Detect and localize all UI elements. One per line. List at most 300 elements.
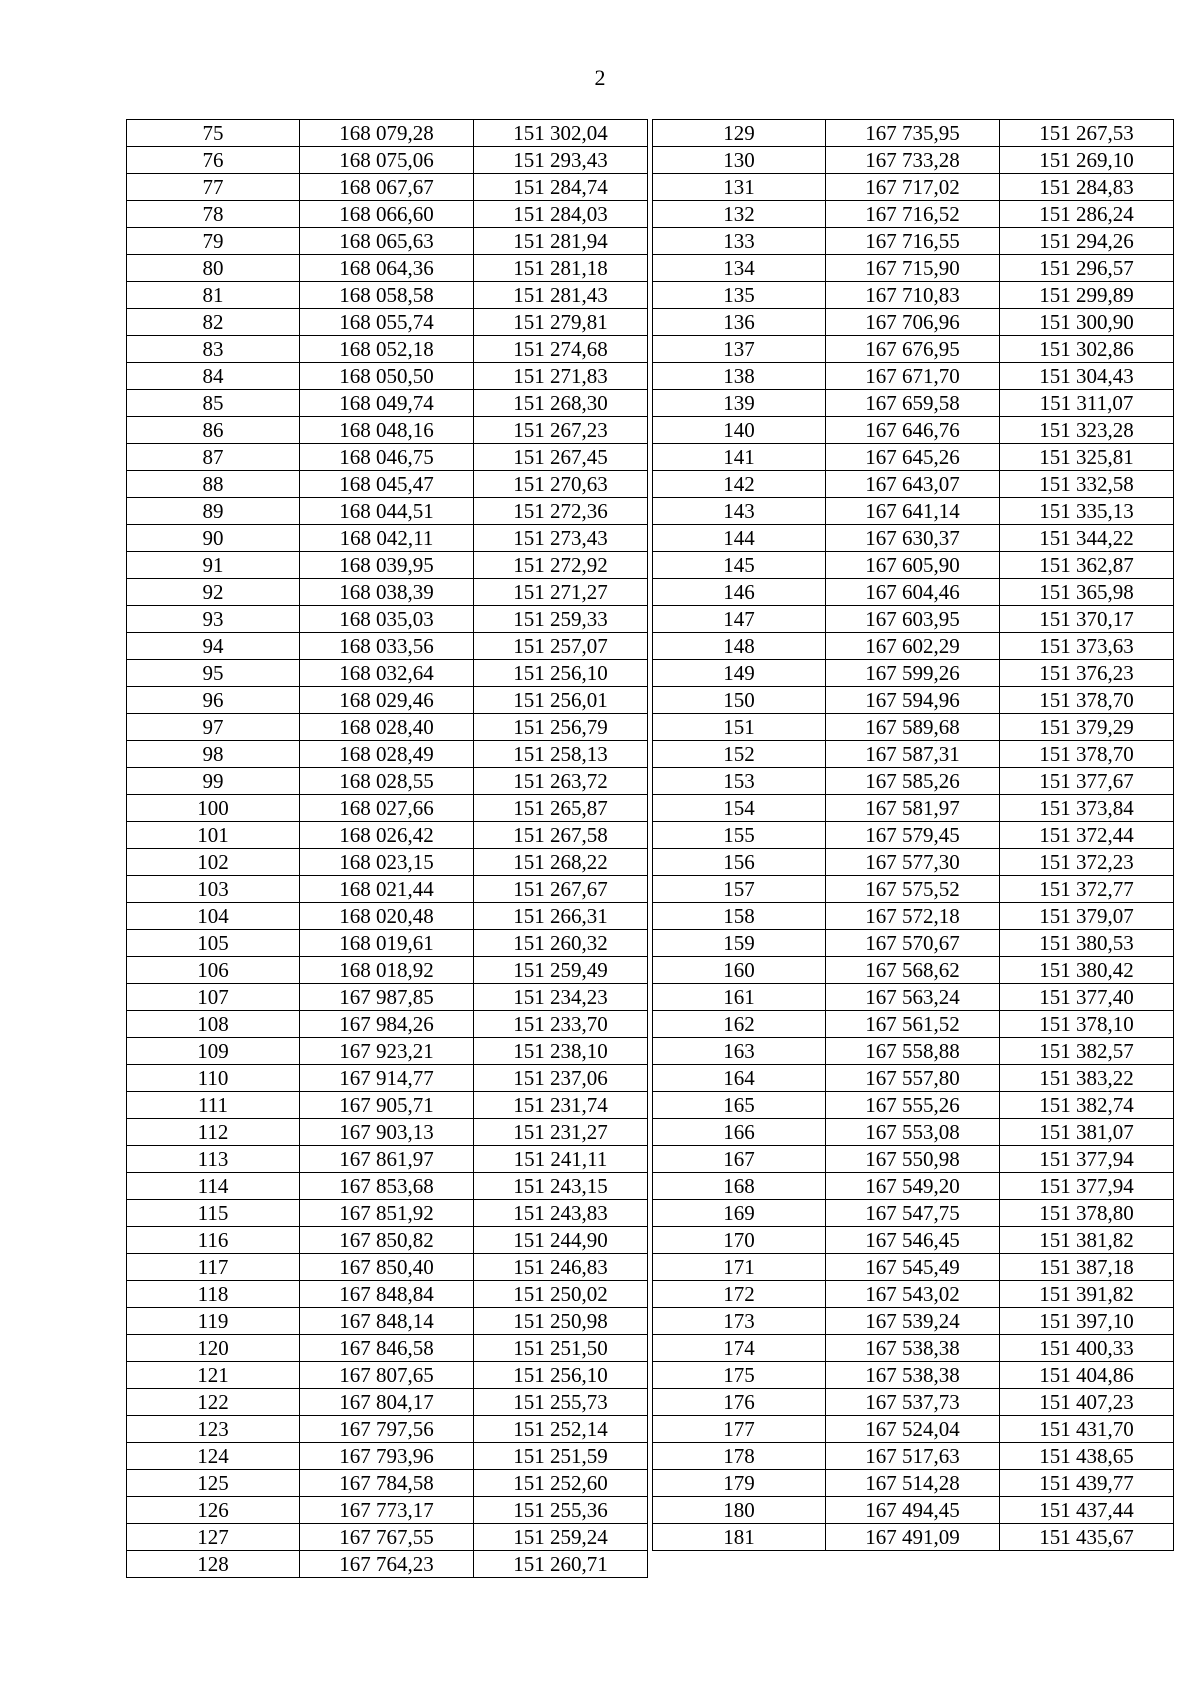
x-coordinate-cell: 168 042,11 [300, 525, 474, 552]
x-coordinate-cell: 167 577,30 [826, 849, 1000, 876]
point-number-cell: 134 [653, 255, 826, 282]
y-coordinate-cell: 151 257,07 [474, 633, 648, 660]
x-coordinate-cell: 167 575,52 [826, 876, 1000, 903]
y-coordinate-cell: 151 267,67 [474, 876, 648, 903]
point-number-cell: 135 [653, 282, 826, 309]
point-number-cell: 87 [127, 444, 300, 471]
y-coordinate-cell: 151 370,17 [1000, 606, 1174, 633]
point-number-cell: 97 [127, 714, 300, 741]
y-coordinate-cell: 151 439,77 [1000, 1470, 1174, 1497]
point-number-cell: 179 [653, 1470, 826, 1497]
x-coordinate-cell: 167 848,14 [300, 1308, 474, 1335]
x-coordinate-cell: 167 715,90 [826, 255, 1000, 282]
y-coordinate-cell: 151 274,68 [474, 336, 648, 363]
y-coordinate-cell: 151 267,58 [474, 822, 648, 849]
y-coordinate-cell: 151 378,70 [1000, 687, 1174, 714]
point-number-cell: 75 [127, 120, 300, 147]
table-row [127, 1335, 648, 1362]
point-number-cell: 141 [653, 444, 826, 471]
table-row [653, 876, 1174, 903]
y-coordinate-cell: 151 381,82 [1000, 1227, 1174, 1254]
y-coordinate-cell: 151 373,63 [1000, 633, 1174, 660]
table-row [653, 363, 1174, 390]
x-coordinate-cell: 168 027,66 [300, 795, 474, 822]
point-number-cell: 163 [653, 1038, 826, 1065]
table-row [127, 1065, 648, 1092]
table-row [653, 201, 1174, 228]
x-coordinate-cell: 168 079,28 [300, 120, 474, 147]
point-number-cell: 154 [653, 795, 826, 822]
point-number-cell: 142 [653, 471, 826, 498]
y-coordinate-cell: 151 438,65 [1000, 1443, 1174, 1470]
y-coordinate-cell: 151 332,58 [1000, 471, 1174, 498]
point-number-cell: 161 [653, 984, 826, 1011]
point-number-cell: 98 [127, 741, 300, 768]
table-row [653, 768, 1174, 795]
point-number-cell: 113 [127, 1146, 300, 1173]
point-number-cell: 107 [127, 984, 300, 1011]
x-coordinate-cell: 168 045,47 [300, 471, 474, 498]
table-row [127, 390, 648, 417]
point-number-cell: 110 [127, 1065, 300, 1092]
point-number-cell: 132 [653, 201, 826, 228]
table-row [127, 1119, 648, 1146]
x-coordinate-cell: 167 546,45 [826, 1227, 1000, 1254]
point-number-cell: 151 [653, 714, 826, 741]
table-row [127, 768, 648, 795]
x-coordinate-cell: 168 066,60 [300, 201, 474, 228]
y-coordinate-cell: 151 365,98 [1000, 579, 1174, 606]
coordinates-table-left [126, 119, 648, 1578]
table-row [653, 1254, 1174, 1281]
point-number-cell: 166 [653, 1119, 826, 1146]
point-number-cell: 101 [127, 822, 300, 849]
table-row [653, 1470, 1174, 1497]
y-coordinate-cell: 151 252,14 [474, 1416, 648, 1443]
table-row [653, 228, 1174, 255]
y-coordinate-cell: 151 259,24 [474, 1524, 648, 1551]
table-row [127, 363, 648, 390]
table-row [127, 120, 648, 147]
point-number-cell: 83 [127, 336, 300, 363]
point-number-cell: 94 [127, 633, 300, 660]
x-coordinate-cell: 167 494,45 [826, 1497, 1000, 1524]
table-row [127, 903, 648, 930]
point-number-cell: 91 [127, 552, 300, 579]
x-coordinate-cell: 167 764,23 [300, 1551, 474, 1578]
table-row [127, 1227, 648, 1254]
y-coordinate-cell: 151 325,81 [1000, 444, 1174, 471]
y-coordinate-cell: 151 270,63 [474, 471, 648, 498]
point-number-cell: 171 [653, 1254, 826, 1281]
table-row [653, 849, 1174, 876]
y-coordinate-cell: 151 293,43 [474, 147, 648, 174]
table-row [127, 849, 648, 876]
y-coordinate-cell: 151 344,22 [1000, 525, 1174, 552]
point-number-cell: 172 [653, 1281, 826, 1308]
x-coordinate-cell: 167 716,52 [826, 201, 1000, 228]
x-coordinate-cell: 167 848,84 [300, 1281, 474, 1308]
table-row [127, 255, 648, 282]
x-coordinate-cell: 167 846,58 [300, 1335, 474, 1362]
point-number-cell: 129 [653, 120, 826, 147]
table-row [127, 687, 648, 714]
table-row [127, 1524, 648, 1551]
table-row [653, 1443, 1174, 1470]
y-coordinate-cell: 151 231,74 [474, 1092, 648, 1119]
y-coordinate-cell: 151 294,26 [1000, 228, 1174, 255]
y-coordinate-cell: 151 231,27 [474, 1119, 648, 1146]
y-coordinate-cell: 151 279,81 [474, 309, 648, 336]
table-row [653, 1497, 1174, 1524]
table-row [653, 606, 1174, 633]
table-row [127, 552, 648, 579]
x-coordinate-cell: 167 851,92 [300, 1200, 474, 1227]
x-coordinate-cell: 167 605,90 [826, 552, 1000, 579]
y-coordinate-cell: 151 372,44 [1000, 822, 1174, 849]
point-number-cell: 111 [127, 1092, 300, 1119]
x-coordinate-cell: 168 039,95 [300, 552, 474, 579]
table-row [127, 984, 648, 1011]
y-coordinate-cell: 151 391,82 [1000, 1281, 1174, 1308]
table-row [653, 552, 1174, 579]
y-coordinate-cell: 151 431,70 [1000, 1416, 1174, 1443]
y-coordinate-cell: 151 246,83 [474, 1254, 648, 1281]
x-coordinate-cell: 167 850,40 [300, 1254, 474, 1281]
point-number-cell: 93 [127, 606, 300, 633]
table-row [653, 1308, 1174, 1335]
point-number-cell: 131 [653, 174, 826, 201]
table-row [127, 1497, 648, 1524]
table-row [653, 1227, 1174, 1254]
x-coordinate-cell: 167 558,88 [826, 1038, 1000, 1065]
x-coordinate-cell: 167 905,71 [300, 1092, 474, 1119]
y-coordinate-cell: 151 284,03 [474, 201, 648, 228]
point-number-cell: 124 [127, 1443, 300, 1470]
y-coordinate-cell: 151 381,07 [1000, 1119, 1174, 1146]
x-coordinate-cell: 168 028,40 [300, 714, 474, 741]
point-number-cell: 122 [127, 1389, 300, 1416]
table-row [653, 930, 1174, 957]
y-coordinate-cell: 151 377,94 [1000, 1173, 1174, 1200]
x-coordinate-cell: 167 568,62 [826, 957, 1000, 984]
point-number-cell: 148 [653, 633, 826, 660]
x-coordinate-cell: 167 517,63 [826, 1443, 1000, 1470]
y-coordinate-cell: 151 397,10 [1000, 1308, 1174, 1335]
y-coordinate-cell: 151 256,10 [474, 660, 648, 687]
point-number-cell: 173 [653, 1308, 826, 1335]
y-coordinate-cell: 151 252,60 [474, 1470, 648, 1497]
x-coordinate-cell: 167 514,28 [826, 1470, 1000, 1497]
x-coordinate-cell: 167 773,17 [300, 1497, 474, 1524]
point-number-cell: 84 [127, 363, 300, 390]
y-coordinate-cell: 151 256,79 [474, 714, 648, 741]
point-number-cell: 89 [127, 498, 300, 525]
y-coordinate-cell: 151 250,98 [474, 1308, 648, 1335]
point-number-cell: 80 [127, 255, 300, 282]
point-number-cell: 137 [653, 336, 826, 363]
x-coordinate-cell: 167 903,13 [300, 1119, 474, 1146]
table-row [653, 1146, 1174, 1173]
y-coordinate-cell: 151 271,27 [474, 579, 648, 606]
x-coordinate-cell: 168 044,51 [300, 498, 474, 525]
x-coordinate-cell: 167 587,31 [826, 741, 1000, 768]
point-number-cell: 117 [127, 1254, 300, 1281]
table-row [127, 876, 648, 903]
point-number-cell: 109 [127, 1038, 300, 1065]
y-coordinate-cell: 151 302,86 [1000, 336, 1174, 363]
y-coordinate-cell: 151 281,94 [474, 228, 648, 255]
table-row [127, 471, 648, 498]
table-row [653, 1119, 1174, 1146]
point-number-cell: 125 [127, 1470, 300, 1497]
point-number-cell: 162 [653, 1011, 826, 1038]
table-row [127, 957, 648, 984]
x-coordinate-cell: 167 646,76 [826, 417, 1000, 444]
table-row [127, 1011, 648, 1038]
y-coordinate-cell: 151 304,43 [1000, 363, 1174, 390]
x-coordinate-cell: 167 563,24 [826, 984, 1000, 1011]
y-coordinate-cell: 151 260,32 [474, 930, 648, 957]
x-coordinate-cell: 167 804,17 [300, 1389, 474, 1416]
x-coordinate-cell: 167 537,73 [826, 1389, 1000, 1416]
point-number-cell: 178 [653, 1443, 826, 1470]
point-number-cell: 136 [653, 309, 826, 336]
x-coordinate-cell: 167 604,46 [826, 579, 1000, 606]
y-coordinate-cell: 151 387,18 [1000, 1254, 1174, 1281]
point-number-cell: 169 [653, 1200, 826, 1227]
x-coordinate-cell: 167 643,07 [826, 471, 1000, 498]
x-coordinate-cell: 168 052,18 [300, 336, 474, 363]
point-number-cell: 108 [127, 1011, 300, 1038]
y-coordinate-cell: 151 273,43 [474, 525, 648, 552]
table-row [653, 1200, 1174, 1227]
y-coordinate-cell: 151 373,84 [1000, 795, 1174, 822]
x-coordinate-cell: 168 064,36 [300, 255, 474, 282]
x-coordinate-cell: 168 075,06 [300, 147, 474, 174]
y-coordinate-cell: 151 300,90 [1000, 309, 1174, 336]
table-row [127, 1254, 648, 1281]
point-number-cell: 78 [127, 201, 300, 228]
y-coordinate-cell: 151 281,18 [474, 255, 648, 282]
x-coordinate-cell: 167 923,21 [300, 1038, 474, 1065]
x-coordinate-cell: 168 028,49 [300, 741, 474, 768]
point-number-cell: 76 [127, 147, 300, 174]
table-row [653, 1335, 1174, 1362]
point-number-cell: 106 [127, 957, 300, 984]
y-coordinate-cell: 151 323,28 [1000, 417, 1174, 444]
x-coordinate-cell: 168 029,46 [300, 687, 474, 714]
y-coordinate-cell: 151 260,71 [474, 1551, 648, 1578]
table-row [127, 1551, 648, 1578]
x-coordinate-cell: 167 572,18 [826, 903, 1000, 930]
x-coordinate-cell: 167 570,67 [826, 930, 1000, 957]
table-row [127, 228, 648, 255]
x-coordinate-cell: 167 767,55 [300, 1524, 474, 1551]
x-coordinate-cell: 168 021,44 [300, 876, 474, 903]
x-coordinate-cell: 167 784,58 [300, 1470, 474, 1497]
point-number-cell: 96 [127, 687, 300, 714]
table-row [653, 309, 1174, 336]
table-row [653, 525, 1174, 552]
y-coordinate-cell: 151 378,70 [1000, 741, 1174, 768]
x-coordinate-cell: 167 733,28 [826, 147, 1000, 174]
point-number-cell: 95 [127, 660, 300, 687]
table-row [127, 741, 648, 768]
y-coordinate-cell: 151 435,67 [1000, 1524, 1174, 1551]
y-coordinate-cell: 151 256,01 [474, 687, 648, 714]
table-row [127, 1362, 648, 1389]
table-row [653, 390, 1174, 417]
x-coordinate-cell: 167 717,02 [826, 174, 1000, 201]
point-number-cell: 140 [653, 417, 826, 444]
point-number-cell: 115 [127, 1200, 300, 1227]
y-coordinate-cell: 151 362,87 [1000, 552, 1174, 579]
point-number-cell: 180 [653, 1497, 826, 1524]
x-coordinate-cell: 167 914,77 [300, 1065, 474, 1092]
point-number-cell: 112 [127, 1119, 300, 1146]
table-row [653, 822, 1174, 849]
x-coordinate-cell: 168 048,16 [300, 417, 474, 444]
table-row [127, 174, 648, 201]
x-coordinate-cell: 167 557,80 [826, 1065, 1000, 1092]
point-number-cell: 153 [653, 768, 826, 795]
x-coordinate-cell: 167 630,37 [826, 525, 1000, 552]
point-number-cell: 160 [653, 957, 826, 984]
table-row [653, 174, 1174, 201]
y-coordinate-cell: 151 255,36 [474, 1497, 648, 1524]
x-coordinate-cell: 167 550,98 [826, 1146, 1000, 1173]
y-coordinate-cell: 151 272,92 [474, 552, 648, 579]
table-row [653, 687, 1174, 714]
y-coordinate-cell: 151 259,33 [474, 606, 648, 633]
point-number-cell: 81 [127, 282, 300, 309]
point-number-cell: 150 [653, 687, 826, 714]
x-coordinate-cell: 167 602,29 [826, 633, 1000, 660]
point-number-cell: 147 [653, 606, 826, 633]
y-coordinate-cell: 151 267,53 [1000, 120, 1174, 147]
table-row [653, 1281, 1174, 1308]
point-number-cell: 174 [653, 1335, 826, 1362]
table-row [653, 1389, 1174, 1416]
table-row [653, 417, 1174, 444]
x-coordinate-cell: 167 797,56 [300, 1416, 474, 1443]
point-number-cell: 145 [653, 552, 826, 579]
x-coordinate-cell: 167 850,82 [300, 1227, 474, 1254]
table-row [653, 1362, 1174, 1389]
table-row [127, 1146, 648, 1173]
x-coordinate-cell: 167 706,96 [826, 309, 1000, 336]
table-row [127, 282, 648, 309]
y-coordinate-cell: 151 299,89 [1000, 282, 1174, 309]
point-number-cell: 158 [653, 903, 826, 930]
x-coordinate-cell: 168 032,64 [300, 660, 474, 687]
y-coordinate-cell: 151 335,13 [1000, 498, 1174, 525]
y-coordinate-cell: 151 266,31 [474, 903, 648, 930]
y-coordinate-cell: 151 376,23 [1000, 660, 1174, 687]
point-number-cell: 152 [653, 741, 826, 768]
point-number-cell: 88 [127, 471, 300, 498]
y-coordinate-cell: 151 284,83 [1000, 174, 1174, 201]
point-number-cell: 100 [127, 795, 300, 822]
point-number-cell: 103 [127, 876, 300, 903]
point-number-cell: 99 [127, 768, 300, 795]
point-number-cell: 121 [127, 1362, 300, 1389]
point-number-cell: 86 [127, 417, 300, 444]
x-coordinate-cell: 167 807,65 [300, 1362, 474, 1389]
x-coordinate-cell: 167 641,14 [826, 498, 1000, 525]
x-coordinate-cell: 167 645,26 [826, 444, 1000, 471]
table-row [653, 147, 1174, 174]
y-coordinate-cell: 151 378,10 [1000, 1011, 1174, 1038]
table-row [127, 1470, 648, 1497]
point-number-cell: 146 [653, 579, 826, 606]
table-row [653, 444, 1174, 471]
x-coordinate-cell: 167 735,95 [826, 120, 1000, 147]
point-number-cell: 170 [653, 1227, 826, 1254]
point-number-cell: 85 [127, 390, 300, 417]
table-row [653, 957, 1174, 984]
table-row [653, 1092, 1174, 1119]
table-row [127, 1038, 648, 1065]
point-number-cell: 176 [653, 1389, 826, 1416]
y-coordinate-cell: 151 296,57 [1000, 255, 1174, 282]
y-coordinate-cell: 151 256,10 [474, 1362, 648, 1389]
x-coordinate-cell: 167 716,55 [826, 228, 1000, 255]
point-number-cell: 79 [127, 228, 300, 255]
x-coordinate-cell: 168 065,63 [300, 228, 474, 255]
x-coordinate-cell: 168 023,15 [300, 849, 474, 876]
x-coordinate-cell: 167 581,97 [826, 795, 1000, 822]
table-row [653, 255, 1174, 282]
x-coordinate-cell: 167 491,09 [826, 1524, 1000, 1551]
point-number-cell: 104 [127, 903, 300, 930]
point-number-cell: 128 [127, 1551, 300, 1578]
point-number-cell: 123 [127, 1416, 300, 1443]
x-coordinate-cell: 167 545,49 [826, 1254, 1000, 1281]
y-coordinate-cell: 151 382,57 [1000, 1038, 1174, 1065]
point-number-cell: 130 [653, 147, 826, 174]
table-row [653, 795, 1174, 822]
point-number-cell: 77 [127, 174, 300, 201]
y-coordinate-cell: 151 244,90 [474, 1227, 648, 1254]
point-number-cell: 118 [127, 1281, 300, 1308]
table-row [127, 822, 648, 849]
y-coordinate-cell: 151 251,59 [474, 1443, 648, 1470]
y-coordinate-cell: 151 255,73 [474, 1389, 648, 1416]
table-row [127, 1416, 648, 1443]
y-coordinate-cell: 151 250,02 [474, 1281, 648, 1308]
y-coordinate-cell: 151 237,06 [474, 1065, 648, 1092]
x-coordinate-cell: 168 035,03 [300, 606, 474, 633]
x-coordinate-cell: 167 555,26 [826, 1092, 1000, 1119]
point-number-cell: 138 [653, 363, 826, 390]
table-row [653, 1011, 1174, 1038]
y-coordinate-cell: 151 377,40 [1000, 984, 1174, 1011]
point-number-cell: 133 [653, 228, 826, 255]
point-number-cell: 168 [653, 1173, 826, 1200]
y-coordinate-cell: 151 380,42 [1000, 957, 1174, 984]
x-coordinate-cell: 167 710,83 [826, 282, 1000, 309]
y-coordinate-cell: 151 284,74 [474, 174, 648, 201]
table-row [127, 1200, 648, 1227]
table-row [653, 660, 1174, 687]
table-row [127, 444, 648, 471]
point-number-cell: 177 [653, 1416, 826, 1443]
point-number-cell: 181 [653, 1524, 826, 1551]
table-row [127, 579, 648, 606]
table-row [653, 1065, 1174, 1092]
